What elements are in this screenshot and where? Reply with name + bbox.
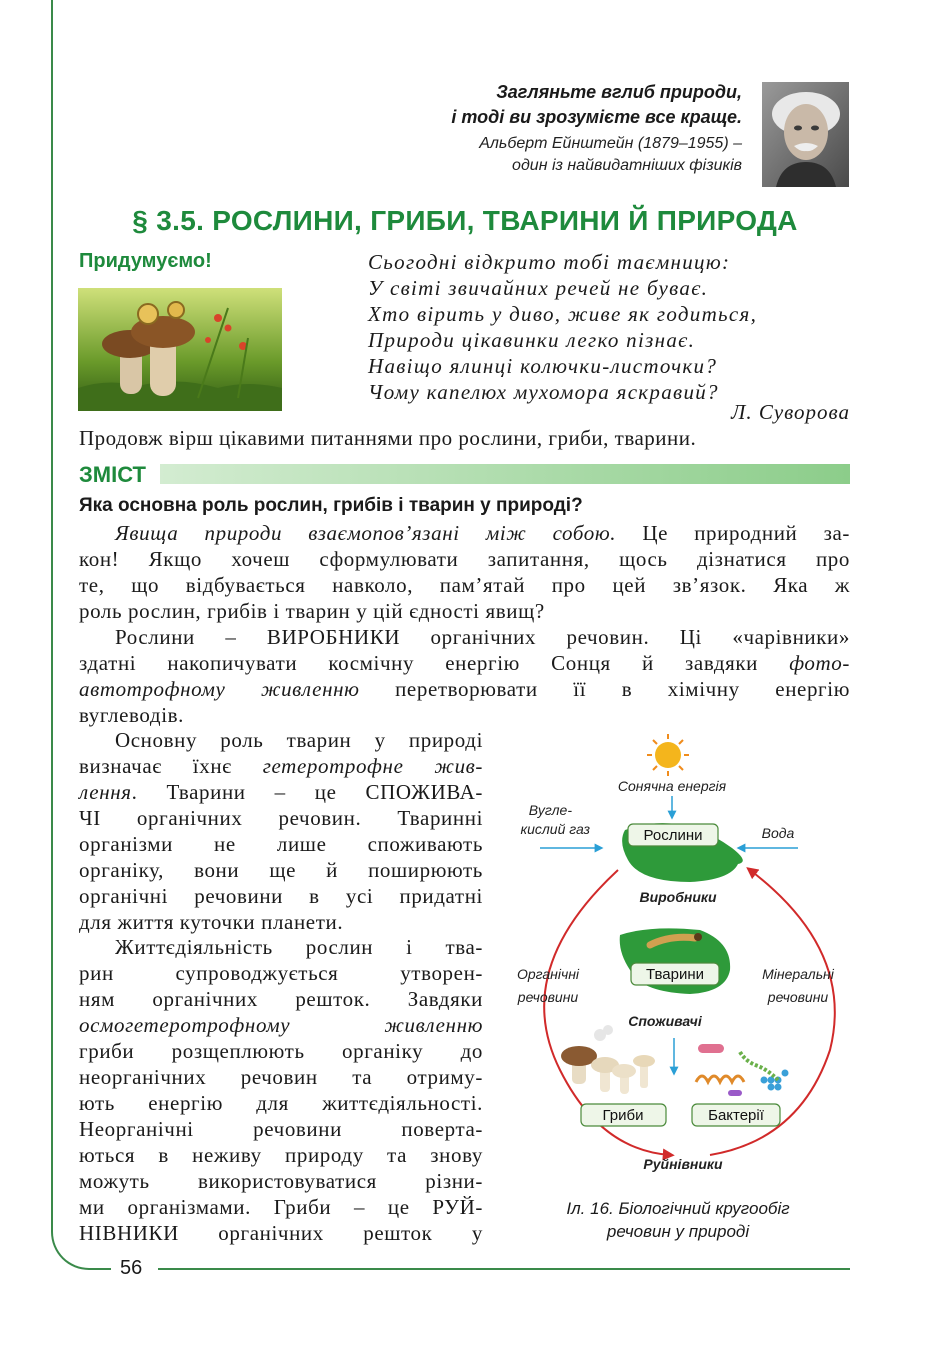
section-question: Яка основна роль рослин, грибів і тварин у природі? xyxy=(79,495,583,516)
bacteria-label: Бактерії xyxy=(708,1107,764,1124)
caption-line-1: Іл. 16. Біологічний кругообіг xyxy=(566,1199,790,1218)
poem-line: Навіщо ялинці колючки-листочки? xyxy=(368,354,718,378)
bacteria-icon xyxy=(696,1044,789,1096)
paragraph-line xyxy=(79,676,850,702)
sun-icon xyxy=(647,734,689,776)
left-margin-rule xyxy=(51,0,53,1230)
mushrooms-icon xyxy=(561,1025,655,1094)
paragraph-line: Основну роль тварин у природі xyxy=(115,728,483,752)
einstein-portrait xyxy=(762,82,849,187)
italic-phrase: осмогетеротрофному живленню xyxy=(79,1013,483,1037)
poem-line: Природи цікавинки легко пізнає. xyxy=(368,328,696,352)
paragraph-line: роль рослин, грибів і тварин у цій єдності явищ? xyxy=(79,599,545,623)
paragraph-line xyxy=(79,1012,483,1038)
paragraph-line: те, що відбувається навколо, пам’ятай про цей зв’язок. Яка ж xyxy=(79,573,850,597)
paragraph-line: неорганічних речовин та отриму- xyxy=(79,1065,483,1089)
italic-phrase: автотрофному живленню xyxy=(79,677,360,701)
text-span: Це природний за- xyxy=(616,521,850,545)
paragraph-line xyxy=(79,650,850,676)
italic-phrase: лення xyxy=(79,780,132,804)
poem-line: У світі звичайних речей не буває. xyxy=(368,276,709,300)
epigraph-author-line-2: один із найвидатніших фізиків xyxy=(512,157,742,174)
paragraph-line: ють енергію для життєдіяльності. xyxy=(79,1091,483,1115)
paragraph-line: кон! Якщо хочеш сформулювати запитання, щось дізнатися про xyxy=(79,547,850,571)
mushroom-snail-photo xyxy=(78,288,282,411)
paragraph-line xyxy=(79,753,483,779)
figure-caption xyxy=(520,1197,836,1243)
text-span: визначає їхнє xyxy=(79,754,263,778)
paragraph-line: гриби розщеплюють органіку до xyxy=(79,1039,483,1063)
text-span: перетворювати її в хімічну енергію xyxy=(359,677,850,701)
poem-author: Л. Суворова xyxy=(731,400,850,424)
paragraph-1 xyxy=(79,520,850,624)
paragraph-line: вуглеводів. xyxy=(79,703,184,727)
paragraph-line: Неорганічні речовини поверта- xyxy=(79,1117,483,1141)
paragraph-line: Рослини – ВИРОБНИКИ органічних речовин. Ці «чарівники» xyxy=(115,625,850,649)
paragraph-line xyxy=(79,520,850,546)
poem xyxy=(368,249,757,405)
paragraph-line: ЧІ органічних речовин. Тваринні xyxy=(79,806,483,830)
consumers-label: Споживачі xyxy=(628,1013,702,1029)
organic-label-1: Органічні xyxy=(516,966,580,982)
animals-label: Тварини xyxy=(645,966,705,983)
task-text: Продовж вірш цікавими питаннями про рослини, гриби, тварини. xyxy=(79,426,697,450)
caption-line-2: речовин у природі xyxy=(606,1222,750,1241)
poem-line: Чому капелюх мухомора яскравий? xyxy=(368,380,719,404)
paragraph-line: НІВНИКИ органічних решток у xyxy=(79,1221,483,1245)
epigraph-author-line-1: Альберт Ейнштейн (1879–1955) – xyxy=(479,135,742,152)
decomposers-label: Руйнівники xyxy=(643,1156,723,1172)
section-header-bar xyxy=(160,464,850,484)
co2-label-1: Вугле- xyxy=(528,802,572,818)
epigraph-quote-line-2: і тоді ви зрозумієте все краще. xyxy=(451,107,742,127)
paragraph-line: для життя куточки планети. xyxy=(79,910,344,934)
paragraph-line: органічні речовини в усі придатні xyxy=(79,884,483,908)
paragraph-line: ням органічних решток. Завдяки xyxy=(79,987,483,1011)
italic-phrase: гетеротрофне жив- xyxy=(262,754,483,778)
page-number: 56 xyxy=(120,1257,143,1279)
paragraph-line: рин супроводжується утворен- xyxy=(79,961,483,985)
epigraph xyxy=(380,80,742,177)
invent-heading: Придумуємо! xyxy=(79,250,212,272)
paragraph-line: можуть використовуватися різни- xyxy=(79,1169,483,1193)
water-label: Вода xyxy=(761,825,795,841)
italic-phrase: Явища природи взаємопов’язані між собою. xyxy=(115,521,617,545)
paragraph-4 xyxy=(79,934,483,1246)
paragraph-line: органіку, вони ще й поширюють xyxy=(79,858,483,882)
paragraph-line: Життєдіяльність рослин і тва- xyxy=(115,935,483,959)
text-span: здатні накопичувати космічну енергію Сонця й завдяки xyxy=(79,651,790,675)
mineral-label-1: Мінеральні xyxy=(762,966,834,982)
paragraph-line: організми не лише споживають xyxy=(79,832,483,856)
producers-label: Виробники xyxy=(639,889,717,905)
paragraph-line: ми організмами. Гриби – це РУЙ- xyxy=(79,1195,483,1219)
solar-energy-label: Сонячна енергія xyxy=(617,778,727,794)
co2-label-2: кислий газ xyxy=(520,821,590,837)
plants-label: Рослини xyxy=(643,827,703,844)
biological-cycle-diagram xyxy=(500,730,860,1200)
paragraph-line xyxy=(79,779,483,805)
organic-label-2: речовини xyxy=(517,989,579,1005)
footer-rule xyxy=(158,1268,850,1270)
italic-phrase: фото- xyxy=(789,651,850,675)
poem-line: Сьогодні відкрито тобі таємницю: xyxy=(368,250,731,274)
text-span: . Тварини – це СПОЖИВА- xyxy=(131,780,483,804)
fungi-label: Гриби xyxy=(602,1107,644,1124)
epigraph-quote-line-1: Загляньте вглиб природи, xyxy=(496,82,742,102)
paragraph-2 xyxy=(79,624,850,728)
paragraph-line: ються в неживу природу та знову xyxy=(79,1143,483,1167)
section-title: ЗМІСТ xyxy=(79,462,146,487)
paragraph-3 xyxy=(79,727,483,935)
poem-line: Хто вірить у диво, живе як годиться, xyxy=(368,302,758,326)
mineral-label-2: речовини xyxy=(767,989,829,1005)
page-title: § 3.5. РОСЛИНИ, ГРИБИ, ТВАРИНИ Й ПРИРОДА xyxy=(132,205,798,236)
